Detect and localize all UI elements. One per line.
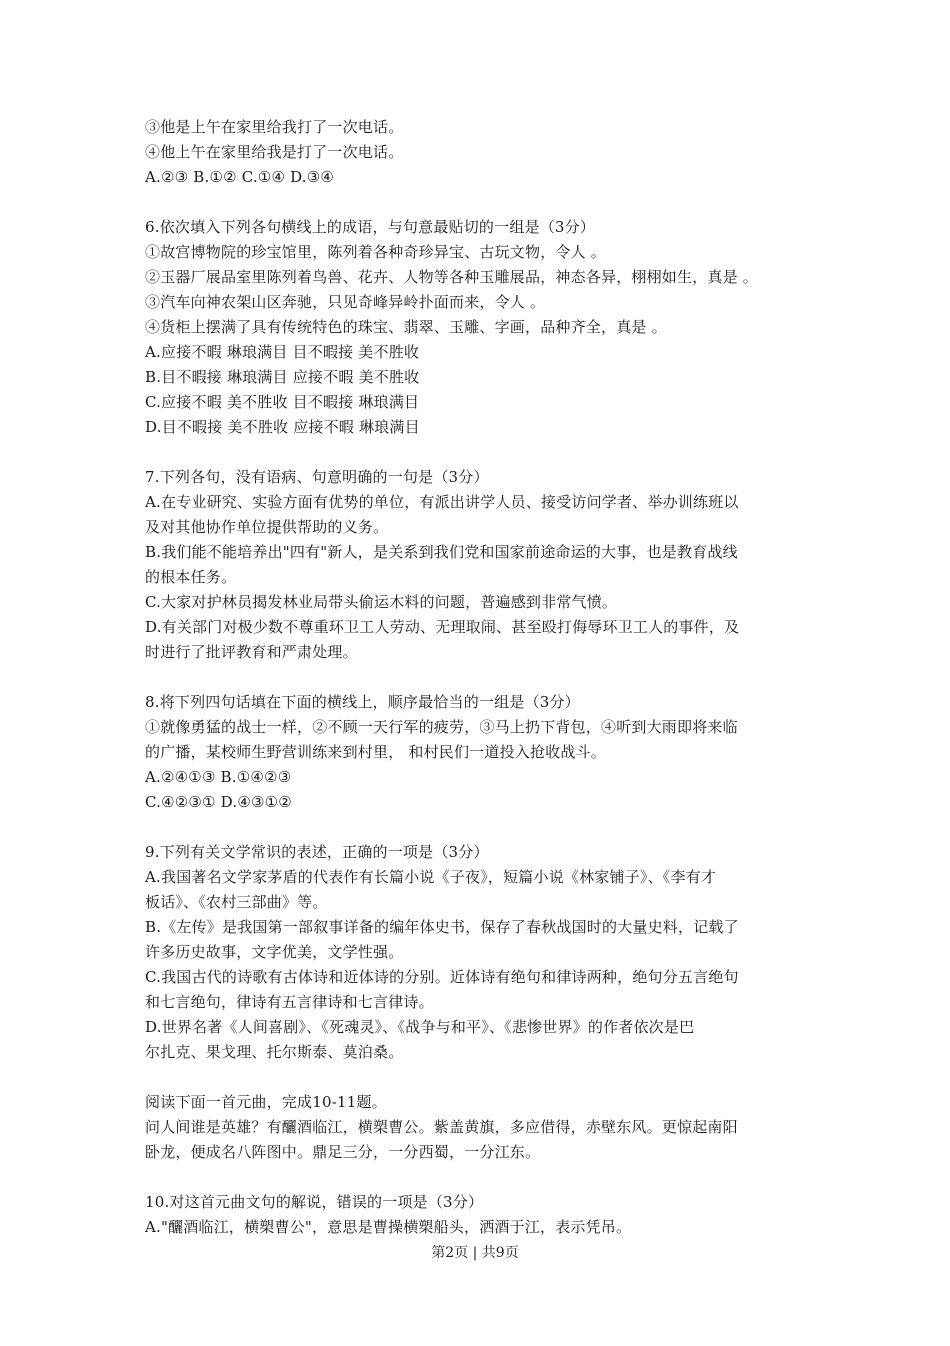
q7-option-a-cont: 及对其他协作单位提供帮助的义务。 (145, 518, 389, 536)
spacer (145, 815, 815, 840)
q9-option-a-cont: 板话》、《农村三部曲》等。 (145, 893, 328, 911)
q8-options-ab: A.②④①③ B.①④②③ (145, 768, 292, 786)
page-footer: 第2页 | 共9页 (431, 1245, 519, 1261)
spacer (145, 1065, 815, 1090)
q9-stem: 9.下列有关文学常识的表述，正确的一项是（3分） (145, 843, 489, 861)
reading-passage (145, 1090, 815, 1165)
q9-option-c: C.我国古代的诗歌有古体诗和近体诗的分别。近体诗有绝句和律诗两种，绝句分五言绝句 (145, 968, 739, 986)
q9-option-c-cont: 和七言绝句，律诗有五言律诗和七言律诗。 (145, 993, 434, 1011)
q6-option-b: B.目不暇接 琳琅满目 应接不暇 美不胜收 (145, 368, 420, 386)
q7-option-c: C.大家对护林员揭发林业局带头偷运木料的问题，普遍感到非常气愤。 (145, 593, 618, 611)
q7-option-d: D.有关部门对极少数不尊重环卫工人劳动、无理取闹、甚至殴打侮辱环卫工人的事件，及 (145, 618, 740, 636)
q5-sentence-4: ④他上午在家里给我是打了一次电话。 (145, 143, 404, 161)
q8-stem: 8.将下列四句话填在下面的横线上，顺序最恰当的一组是（3分） (145, 693, 580, 711)
question-6 (145, 215, 815, 440)
q8-options-cd: C.④②③① D.④③①② (145, 793, 292, 811)
q5-continuation (145, 115, 815, 190)
q9-option-b-cont: 许多历史故事，文字优美，文学性强。 (145, 943, 404, 961)
q6-sentence-1: ①故宫博物院的珍宝馆里，陈列着各种奇珍异宝、古玩文物，令人 。 (145, 243, 606, 261)
q10-stem: 10.对这首元曲文句的解说，错误的一项是（3分） (145, 1193, 484, 1211)
spacer (145, 440, 815, 465)
q6-stem: 6.依次填入下列各句横线上的成语，与句意最贴切的一组是（3分） (145, 218, 596, 236)
spacer (145, 190, 815, 215)
q6-sentence-2: ②玉器厂展品室里陈列着鸟兽、花卉、人物等各种玉雕展品，神态各异，栩栩如生，真是 。 (145, 268, 758, 286)
question-8 (145, 690, 815, 815)
q9-option-d: D.世界名著《人间喜剧》、《死魂灵》、《战争与和平》、《悲惨世界》的作者依次是巴 (145, 1018, 695, 1036)
q6-option-a: A.应接不暇 琳琅满目 目不暇接 美不胜收 (145, 343, 420, 361)
question-9 (145, 840, 815, 1065)
passage-text: 问人间谁是英雄？有釃酒临江，横槊曹公。紫盖黄旗，多应借得，赤壁东风。更惊起南阳 (145, 1118, 738, 1136)
q7-option-a: A.在专业研究、实验方面有优势的单位，有派出讲学人员、接受访问学者、举办训练班以 (145, 493, 739, 511)
q6-sentence-4: ④货柜上摆满了具有传统特色的珠宝、翡翠、玉雕、字画，品种齐全，真是 。 (145, 318, 667, 336)
q8-passage-cont: 的广播，某校师生野营训练来到村里， 和村民们一道投入抢收战斗。 (145, 743, 606, 761)
spacer (145, 665, 815, 690)
passage-instruction: 阅读下面一首元曲，完成10-11题。 (145, 1093, 387, 1111)
q7-option-d-cont: 时进行了批评教育和严肃处理。 (145, 643, 358, 661)
q7-option-b: B.我们能不能培养出"四有"新人，是关系到我们党和国家前途命运的大事，也是教育战线 (145, 543, 738, 561)
q6-sentence-3: ③汽车向神农架山区奔驰，只见奇峰异岭扑面而来，令人 。 (145, 293, 546, 311)
q5-sentence-3: ③他是上午在家里给我打了一次电话。 (145, 118, 404, 136)
passage-text-cont: 卧龙，便成名八阵图中。鼎足三分，一分西蜀，一分江东。 (145, 1143, 541, 1161)
q6-option-c: C.应接不暇 美不胜收 目不暇接 琳琅满目 (145, 393, 420, 411)
q9-option-b: B.《左传》是我国第一部叙事详备的编年体史书，保存了春秋战国时的大量史料，记载了 (145, 918, 739, 936)
question-10 (145, 1190, 815, 1240)
question-7 (145, 465, 815, 665)
q9-option-d-cont: 尔扎克、果戈理、托尔斯泰、莫泊桑。 (145, 1043, 404, 1061)
q5-options: A.②③ B.①② C.①④ D.③④ (145, 168, 335, 186)
q8-passage: ①就像勇猛的战士一样，②不顾一天行军的疲劳，③马上扔下背包，④听到大雨即将来临 (145, 718, 738, 736)
q9-option-a: A.我国著名文学家茅盾的代表作有长篇小说《子夜》，短篇小说《林家铺子》、《李有才 (145, 868, 717, 886)
document-body (145, 115, 815, 1240)
q7-option-b-cont: 的根本任务。 (145, 568, 237, 586)
q10-option-a: A."釃酒临江，横槊曹公"，意思是曹操横槊船头，洒酒于江，表示凭吊。 (145, 1218, 632, 1236)
spacer (145, 1165, 815, 1190)
q7-stem: 7.下列各句，没有语病、句意明确的一句是（3分） (145, 468, 489, 486)
q6-option-d: D.目不暇接 美不胜收 应接不暇 琳琅满目 (145, 418, 420, 436)
